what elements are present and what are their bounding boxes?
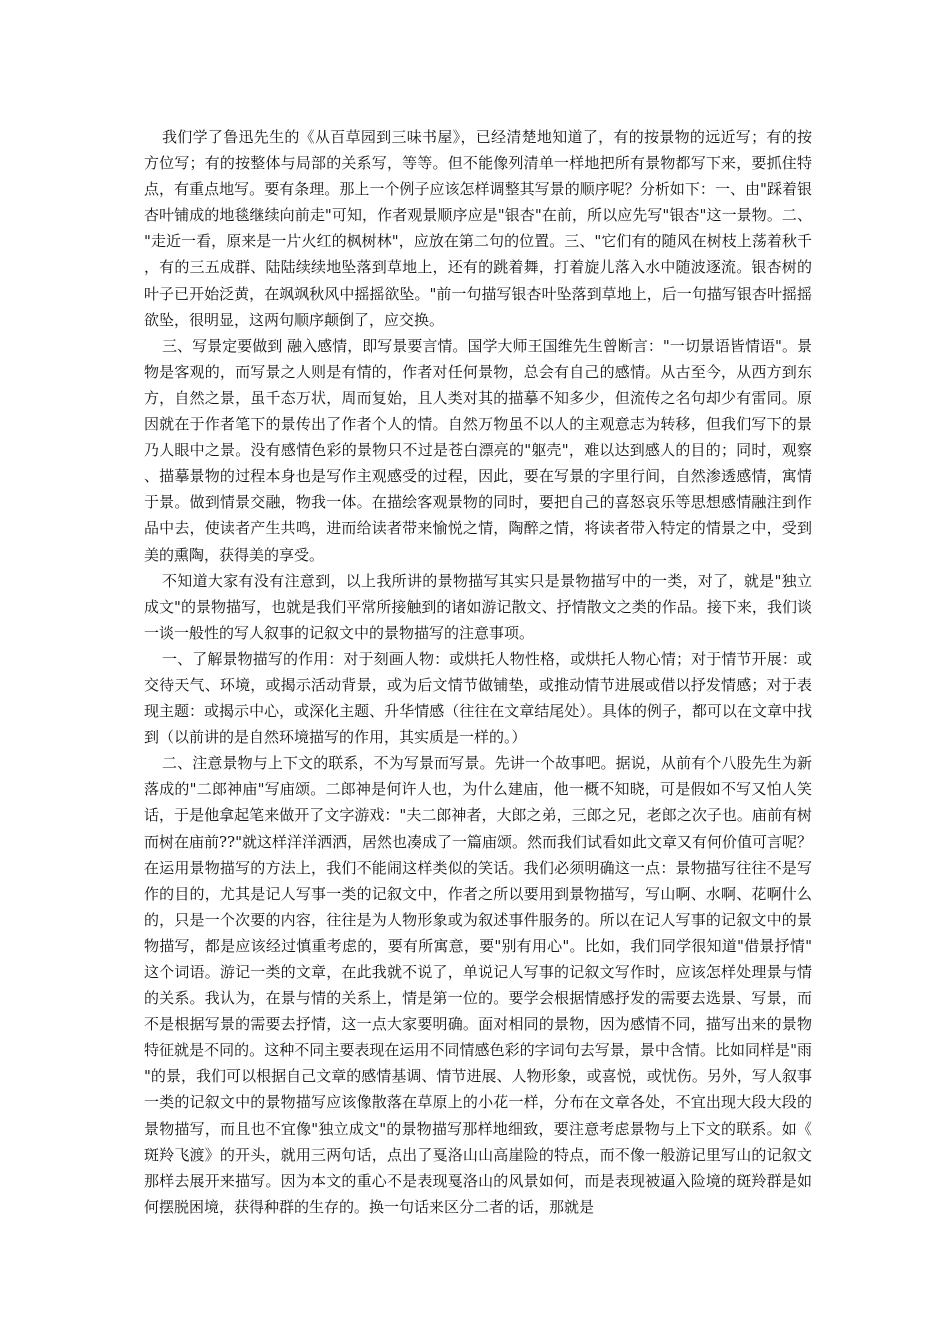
document-body — [144, 124, 812, 1220]
paragraph-independent-scenery: 不知道大家有没有注意到，以上我所讲的景物描写其实只是景物描写中的一类，对了，就是"独立成文"的景物描写，也就是我们平常所接触到的诸如游记散文、抒情散文之类的作品。接下来，我们谈一谈一般性的写人叙事的记叙文中的景物描写的注意事项。 — [144, 571, 812, 642]
paragraph-scenery-function: 一、了解景物描写的作用：对于刻画人物：或烘托人物性格，或烘托人物心情；对于情节开展：或交待天气、环境，或揭示活动背景，或为后文情节做铺垫，或推动情节进展或借以抒发情感；对于表现主题：或揭示中心，或深化主题、升华情感（往往在文章结尾处）。具体的例子，都可以在文章中找到（以前讲的是自然环境描写的作用，其实质是一样的。） — [144, 649, 812, 747]
paragraph-context-relation: 二、注意景物与上下文的联系，不为写景而写景。先讲一个故事吧。据说，从前有个八股先生为新落成的"二郎神庙"写庙颂。二郎神是何许人也，为什么建庙，他一概不知晓，可是假如不写又怕人笑话，于是他拿起笔来做开了文字游戏："夫二郎神者，大郎之弟，三郎之兄，老郎之次子也。庙前有树而树在庙前??"就这样洋洋洒洒，居然也凑成了一篇庙颂。然而我们试看如此文章又有何价值可言呢？在运用景物描写的方法上，我们不能闹这样类似的笑话。我们必须明确这一点：景物描写往往不是写作的目的，尤其是记人写事一类的记叙文中，作者之所以要用到景物描写，写山啊、水啊、花啊什么的，只是一个次要的内容，往往是为人物形象或为叙述事件服务的。所以在记人写事的记叙文中的景物描写，都是应该经过慎重考虑的，要有所寓意，要"别有用心"。比如，我们同学很知道"借景抒情"这个词语。游记一类的文章，在此我就不说了，单说记人写事的记叙文写作时，应该怎样处理景与情的关系。我认为，在景与情的关系上，情是第一位的。要学会根据情感抒发的需要去选景、写景，而不是根据写景的需要去抒情，这一点大家要明确。面对相同的景物，因为感情不同，描写出来的景物特征就是不同的。这种不同主要表现在运用不同情感色彩的字词句去写景，景中含情。比如同样是"雨"的景，我们可以根据自己文章的感情基调、情节进展、人物形象，或喜悦，或忧伤。另外，写人叙事一类的记叙文中的景物描写应该像散落在草原上的小花一样，分布在文章各处，不宜出现大段大段的景物描写，而且也不宜像"独立成文"的景物描写那样地细致，要注意考虑景物与上下文的联系。如《斑羚飞渡》的开头，就用三两句话，点出了戛洛山山高崖险的特点，而不像一般游记里写山的记叙文那样去展开来描写。因为本文的重心不是表现戛洛山的风景如何，而是表现被逼入险境的斑羚群是如何摆脱困境，获得种群的生存的。换一句话来区分二者的话，那就是 — [144, 754, 812, 1216]
paragraph-emotion-in-scenery: 三、写景定要做到 融入感情，即写景要言情。国学大师王国维先生曾断言："一切景语皆情语"。景物是客观的，而写景之人则是有情的，作者对任何景物，总会有自己的感情。从古至今，从西方到东方，自然之景，虽千态万状，周而复始，且人类对其的描摹不知多少，但流传之名句却少有雷同。原因就在于作者笔下的景传出了作者个人的情。自然万物虽不以人的主观意志为转移，但我们写下的景乃人眼中之景。没有感情色彩的景物只不过是苍白漂亮的"躯壳"，难以达到感人的目的；同时，观察、描摹景物的过程本身也是写作主观感受的过程，因此，要在写景的字里行间，自然渗透感情，寓情于景。做到情景交融，物我一体。在描绘客观景物的同时，要把自己的喜怒哀乐等思想感情融注到作品中去，使读者产生共鸣，进而给读者带来愉悦之情，陶醉之情，将读者带入特定的情景之中，受到美的熏陶，获得美的享受。 — [144, 336, 812, 564]
paragraph-scenery-order: 我们学了鲁迅先生的《从百草园到三味书屋》，已经清楚地知道了，有的按景物的远近写；有的按方位写；有的按整体与局部的关系写，等等。但不能像列清单一样地把所有景物都写下来，要抓住特点，有重点地写。要有条理。那上一个例子应该怎样调整其写景的顺序呢？分析如下：一、由"踩着银杏叶铺成的地毯继续向前走"可知，作者观景顺序应是"银杏"在前，所以应先写"银杏"这一景物。二、"走近一看，原来是一片火红的枫树林"，应放在第二句的位置。三、"它们有的随风在树枝上荡着秋千，有的三五成群、陆陆续续地坠落到草地上，还有的跳着舞，打着旋儿落入水中随波逐流。银杏树的叶子已开始泛黄，在飒飒秋风中摇摇欲坠。"前一句描写银杏叶坠落到草地上，后一句描写银杏叶摇摇欲坠，很明显，这两句顺序颠倒了，应交换。 — [144, 128, 812, 329]
